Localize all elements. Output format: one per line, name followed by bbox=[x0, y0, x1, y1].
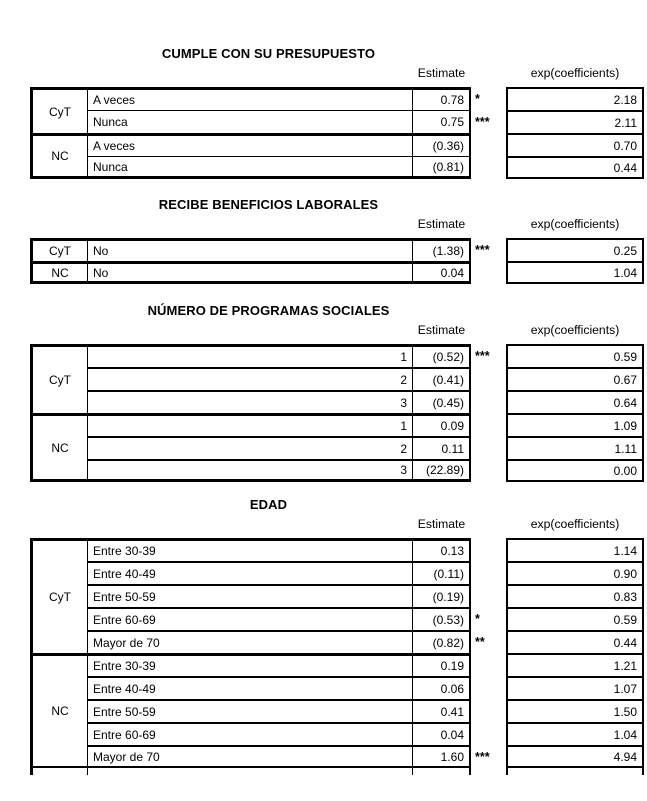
category-label-cell: No bbox=[88, 238, 412, 261]
table-section bbox=[30, 197, 647, 284]
exp-coefficients-column-header: exp(coefficients) bbox=[530, 323, 620, 337]
exp-coefficient-value-cell: 0.90 bbox=[506, 561, 644, 584]
significance-stars bbox=[471, 413, 506, 436]
estimate-value-cell: 0.13 bbox=[412, 538, 471, 561]
row-group-label: NC bbox=[30, 133, 88, 179]
section-title: CUMPLE CON SU PRESUPUESTO bbox=[161, 46, 376, 61]
estimate-column-header: Estimate bbox=[417, 217, 466, 231]
estimate-value-cell: (0.45) bbox=[412, 390, 471, 413]
row-group-label: NC bbox=[30, 653, 88, 768]
estimate-value-cell: (0.81) bbox=[412, 156, 471, 179]
significance-stars bbox=[471, 584, 506, 607]
coefficients-table bbox=[30, 87, 644, 179]
category-label-cell: Nunca bbox=[88, 110, 412, 133]
category-label-cell: 3 bbox=[88, 459, 412, 482]
estimate-value-cell: (0.52) bbox=[412, 344, 471, 367]
category-label-cell: Entre 40-49 bbox=[88, 561, 412, 584]
estimate-column-header: Estimate bbox=[417, 66, 466, 80]
section-title: NÚMERO DE PROGRAMAS SOCIALES bbox=[147, 303, 390, 318]
significance-stars: ** bbox=[475, 634, 485, 649]
estimate-value-cell: 1.60 bbox=[412, 745, 471, 768]
estimate-value-cell: (0.41) bbox=[412, 367, 471, 390]
exp-coefficients-column-header: exp(coefficients) bbox=[530, 66, 620, 80]
significance-stars bbox=[471, 156, 506, 179]
exp-coefficient-value-cell: 0.59 bbox=[506, 344, 644, 367]
estimate-value-cell: (0.11) bbox=[412, 561, 471, 584]
estimate-value-cell: 0.41 bbox=[412, 699, 471, 722]
significance-stars bbox=[471, 722, 506, 745]
estimate-value-cell: 0.04 bbox=[412, 722, 471, 745]
significance-stars bbox=[471, 561, 506, 584]
column-header-row bbox=[30, 65, 647, 82]
coefficients-table bbox=[30, 538, 644, 775]
significance-stars bbox=[471, 133, 506, 156]
estimate-value-cell: 0.09 bbox=[412, 413, 471, 436]
section-title: RECIBE BENEFICIOS LABORALES bbox=[158, 197, 379, 212]
truncated-row-estimate-cell bbox=[412, 768, 471, 775]
row-group-label: CyT bbox=[30, 87, 88, 133]
estimate-value-cell: (22.89) bbox=[412, 459, 471, 482]
exp-coefficient-value-cell: 0.59 bbox=[506, 607, 644, 630]
exp-coefficient-value-cell: 1.04 bbox=[506, 261, 644, 284]
estimate-value-cell: (0.82) bbox=[412, 630, 471, 653]
category-label-cell: Entre 50-59 bbox=[88, 699, 412, 722]
estimate-value-cell: 0.06 bbox=[412, 676, 471, 699]
exp-coefficient-value-cell: 0.44 bbox=[506, 156, 644, 179]
exp-coefficient-value-cell: 0.64 bbox=[506, 390, 644, 413]
estimate-value-cell: 0.78 bbox=[412, 87, 471, 110]
significance-stars: * bbox=[475, 611, 480, 626]
significance-stars: *** bbox=[475, 242, 490, 257]
coefficients-table bbox=[30, 238, 644, 284]
category-label-cell: No bbox=[88, 261, 412, 284]
significance-stars bbox=[471, 367, 506, 390]
significance-stars bbox=[471, 676, 506, 699]
exp-coefficient-value-cell: 0.25 bbox=[506, 238, 644, 261]
category-label-cell: Entre 50-59 bbox=[88, 584, 412, 607]
row-group-label: CyT bbox=[30, 344, 88, 413]
category-label-cell: Entre 60-69 bbox=[88, 722, 412, 745]
significance-stars: *** bbox=[475, 749, 490, 764]
estimate-value-cell: 0.19 bbox=[412, 653, 471, 676]
exp-coefficients-column-header: exp(coefficients) bbox=[530, 217, 620, 231]
significance-stars bbox=[471, 436, 506, 459]
estimate-value-cell: (0.36) bbox=[412, 133, 471, 156]
exp-coefficient-value-cell: 0.67 bbox=[506, 367, 644, 390]
section-title: EDAD bbox=[249, 497, 288, 512]
estimate-value-cell: 0.04 bbox=[412, 261, 471, 284]
exp-coefficient-value-cell: 2.18 bbox=[506, 87, 644, 110]
significance-stars bbox=[471, 390, 506, 413]
row-group-label: NC bbox=[30, 413, 88, 482]
truncated-row-group-cell bbox=[30, 768, 88, 775]
estimate-value-cell: 0.75 bbox=[412, 110, 471, 133]
table-section bbox=[30, 497, 647, 775]
category-label-cell: 1 bbox=[88, 413, 412, 436]
significance-stars bbox=[471, 653, 506, 676]
category-label-cell: A veces bbox=[88, 87, 412, 110]
category-label-cell: Nunca bbox=[88, 156, 412, 179]
category-label-cell: Entre 60-69 bbox=[88, 607, 412, 630]
exp-coefficient-value-cell: 2.11 bbox=[506, 110, 644, 133]
category-label-cell: 2 bbox=[88, 367, 412, 390]
category-label-cell: Mayor de 70 bbox=[88, 630, 412, 653]
estimate-value-cell: 0.11 bbox=[412, 436, 471, 459]
estimate-value-cell: (0.53) bbox=[412, 607, 471, 630]
exp-coefficient-value-cell: 0.00 bbox=[506, 459, 644, 482]
exp-coefficient-value-cell: 1.21 bbox=[506, 653, 644, 676]
row-group-label: CyT bbox=[30, 538, 88, 653]
significance-stars: *** bbox=[475, 114, 490, 129]
significance-stars bbox=[471, 538, 506, 561]
category-label-cell: A veces bbox=[88, 133, 412, 156]
table-section bbox=[30, 46, 647, 179]
category-label-cell: Mayor de 70 bbox=[88, 745, 412, 768]
exp-coefficient-value-cell: 1.14 bbox=[506, 538, 644, 561]
row-group-label: CyT bbox=[30, 238, 88, 261]
exp-coefficient-value-cell: 0.70 bbox=[506, 133, 644, 156]
sections-container bbox=[30, 46, 647, 775]
coefficients-table bbox=[30, 344, 644, 482]
significance-stars bbox=[471, 699, 506, 722]
significance-stars bbox=[471, 261, 506, 284]
significance-stars: * bbox=[475, 91, 480, 106]
column-header-row bbox=[30, 216, 647, 233]
estimate-column-header: Estimate bbox=[417, 323, 466, 337]
table-section bbox=[30, 303, 647, 482]
exp-coefficient-value-cell: 1.11 bbox=[506, 436, 644, 459]
exp-coefficient-value-cell: 1.50 bbox=[506, 699, 644, 722]
truncated-row-label-cell bbox=[88, 768, 412, 775]
significance-stars: *** bbox=[475, 348, 490, 363]
row-group-label: NC bbox=[30, 261, 88, 284]
category-label-cell: Entre 40-49 bbox=[88, 676, 412, 699]
category-label-cell: Entre 30-39 bbox=[88, 653, 412, 676]
exp-coefficient-value-cell: 4.94 bbox=[506, 745, 644, 768]
column-header-row bbox=[30, 516, 647, 533]
estimate-value-cell: (1.38) bbox=[412, 238, 471, 261]
category-label-cell: 1 bbox=[88, 344, 412, 367]
exp-coefficient-value-cell: 1.04 bbox=[506, 722, 644, 745]
exp-coefficients-column-header: exp(coefficients) bbox=[530, 517, 620, 531]
column-header-row bbox=[30, 322, 647, 339]
estimate-value-cell: (0.19) bbox=[412, 584, 471, 607]
exp-coefficient-value-cell: 0.83 bbox=[506, 584, 644, 607]
exp-coefficient-value-cell: 1.09 bbox=[506, 413, 644, 436]
category-label-cell: Entre 30-39 bbox=[88, 538, 412, 561]
estimate-column-header: Estimate bbox=[417, 517, 466, 531]
truncated-row-exp-cell bbox=[506, 768, 644, 775]
significance-stars bbox=[471, 459, 506, 482]
exp-coefficient-value-cell: 0.44 bbox=[506, 630, 644, 653]
category-label-cell: 2 bbox=[88, 436, 412, 459]
category-label-cell: 3 bbox=[88, 390, 412, 413]
exp-coefficient-value-cell: 1.07 bbox=[506, 676, 644, 699]
